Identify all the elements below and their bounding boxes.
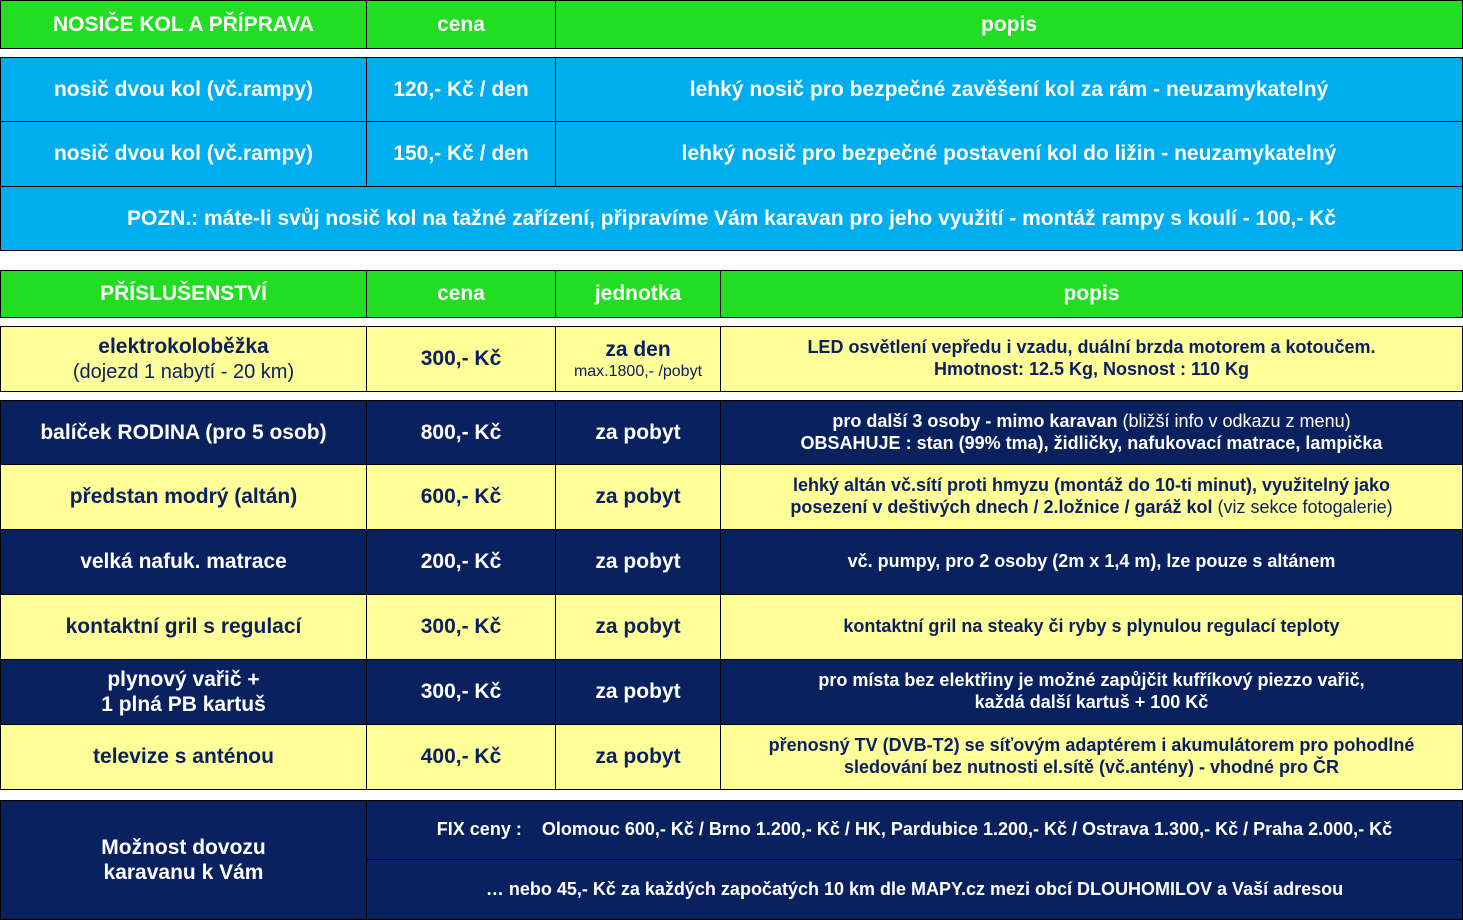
acc-header-desc: popis — [1063, 282, 1120, 306]
delivery-label-line2: karavanu k Vám — [103, 861, 264, 884]
acc-row-family — [0, 400, 1463, 465]
acc-desc-cell — [721, 401, 1462, 464]
acc-name-cell — [1, 660, 367, 724]
acc-row-scooter — [0, 326, 1463, 392]
delivery-table — [0, 800, 1463, 920]
bike-price: 150,- Kč / den — [367, 122, 556, 186]
delivery-label-cell — [1, 801, 367, 919]
delivery-prices — [367, 801, 1462, 919]
bike-header-row — [0, 0, 1463, 49]
delivery-fix-prices: FIX ceny : Olomouc 600,- Kč / Brno 1.200,- Kč / HK, Pardubice 1.200,- Kč / Ostrava 1.300,- Kč / Praha 2.000,- Kč — [367, 801, 1462, 860]
acc-name-line2: 1 plná PB kartuš — [101, 693, 266, 716]
acc-name: plynový vařič + — [107, 667, 260, 691]
acc-row-cooker — [0, 660, 1463, 725]
acc-unit: za pobyt — [556, 401, 721, 464]
acc-row-grill — [0, 595, 1463, 660]
acc-desc-line1: pro místa bez elektřiny je možné zapůjčit kufříkový piezzo vařič, — [818, 670, 1365, 691]
acc-desc-text: pro další 3 osoby - mimo karavan — [832, 410, 1118, 431]
acc-desc-text: posezení v deštivých dnech / 2.ložnice / garáž kol — [790, 497, 1213, 517]
acc-desc-note: (bližší info v odkazu z menu) — [1117, 410, 1351, 431]
acc-desc-line2: OBSAHUJE : stan (99% tma), židličky, nafukovací matrace, lampička — [800, 432, 1383, 453]
acc-name: elektrokoloběžka — [98, 335, 269, 359]
acc-price: 200,- Kč — [367, 530, 556, 594]
acc-header-name: PŘÍSLUŠENSTVÍ — [1, 271, 367, 317]
acc-desc-cell — [721, 465, 1462, 529]
bike-header-price: cena — [367, 1, 556, 48]
bike-header-name: NOSIČE KOL A PŘÍPRAVA — [1, 1, 367, 48]
acc-price: 400,- Kč — [367, 725, 556, 789]
acc-unit: za pobyt — [556, 465, 721, 529]
bike-row — [0, 57, 1463, 122]
acc-desc: vč. pumpy, pro 2 osoby (2m x 1,4 m), lze pouze s altánem — [847, 551, 1336, 572]
bike-name: nosič dvou kol (vč.rampy) — [1, 122, 367, 186]
acc-unit: za pobyt — [556, 660, 721, 724]
delivery-label-line1: Možnost dovozu — [101, 835, 266, 859]
bike-desc: lehký nosič pro bezpečné zavěšení kol za rám - neuzamykatelný — [689, 77, 1329, 101]
acc-name: kontaktní gril s regulací — [1, 595, 367, 659]
acc-name: televize s anténou — [1, 725, 367, 789]
acc-name: předstan modrý (altán) — [1, 465, 367, 529]
acc-price: 300,- Kč — [367, 660, 556, 724]
acc-price: 300,- Kč — [367, 595, 556, 659]
acc-desc-line1: přenosný TV (DVB-T2) se síťovým adaptérem i akumulátorem pro pohodlné — [768, 735, 1415, 756]
acc-unit: za pobyt — [556, 530, 721, 594]
acc-row-mattress — [0, 530, 1463, 595]
acc-desc-line2 — [790, 497, 1392, 519]
acc-name-sub: (dojezd 1 nabytí - 20 km) — [72, 360, 295, 383]
acc-desc-line1 — [832, 411, 1350, 433]
acc-desc-cell — [721, 725, 1462, 789]
acc-desc-note: (viz sekce fotogalerie) — [1212, 497, 1393, 517]
acc-desc-line1: LED osvětlení vepředu i vzadu, duální brzda motorem a kotoučem. — [807, 337, 1376, 358]
acc-price: 800,- Kč — [367, 401, 556, 464]
acc-desc-cell — [721, 660, 1462, 724]
bike-name: nosič dvou kol (vč.rampy) — [1, 58, 367, 121]
acc-unit: za pobyt — [556, 595, 721, 659]
delivery-per-km: … nebo 45,- Kč za každých započatých 10 km dle MAPY.cz mezi obcí DLOUHOMILOV a Vaší adresou — [485, 878, 1344, 899]
acc-desc: kontaktní gril na steaky či ryby s plynulou regulací teploty — [843, 616, 1340, 637]
acc-price: 300,- Kč — [367, 327, 556, 391]
acc-row-tv — [0, 725, 1463, 790]
acc-unit-cell — [556, 327, 721, 391]
acc-desc-line2: Hmotnost: 12.5 Kg, Nosnost : 110 Kg — [933, 359, 1250, 379]
acc-desc-cell — [721, 327, 1462, 391]
acc-price: 600,- Kč — [367, 465, 556, 529]
acc-unit: za den — [605, 337, 671, 361]
acc-desc-line2: sledování bez nutnosti el.sítě (vč.antény) - vhodné pro ČR — [843, 757, 1340, 777]
acc-name: balíček RODINA (pro 5 osob) — [1, 401, 367, 464]
acc-name: velká nafuk. matrace — [1, 530, 367, 594]
acc-unit: za pobyt — [556, 725, 721, 789]
bike-header-desc: popis — [981, 12, 1037, 36]
acc-desc-line2: každá další kartuš + 100 Kč — [974, 692, 1209, 712]
acc-name-cell — [1, 327, 367, 391]
bike-price: 120,- Kč / den — [367, 58, 556, 121]
acc-row-awning — [0, 465, 1463, 530]
acc-header-row — [0, 270, 1463, 318]
bike-note-row — [0, 187, 1463, 251]
acc-unit-sub: max.1800,- /pobyt — [573, 363, 703, 380]
bike-row — [0, 122, 1463, 187]
acc-header-price: cena — [367, 271, 556, 317]
bike-note: POZN.: máte-li svůj nosič kol na tažné zařízení, připravíme Vám karavan pro jeho využití - montáž rampy s koulí - 100,- Kč — [126, 206, 1337, 230]
acc-desc-line1: lehký altán vč.sítí proti hmyzu (montáž do 10-ti minut), využitelný jako — [792, 475, 1391, 496]
bike-desc: lehký nosič pro bezpečné postavení kol do ližin - neuzamykatelný — [681, 142, 1337, 166]
acc-header-unit: jednotka — [556, 271, 721, 317]
